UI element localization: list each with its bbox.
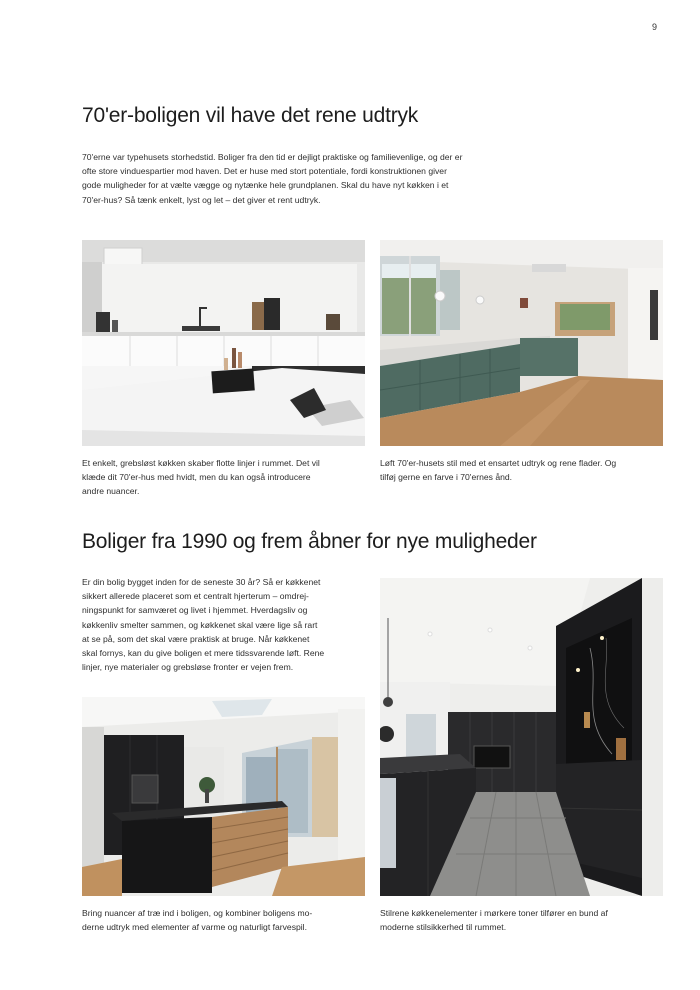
text-line: ofte store vinduespartier mod haven. Det er huse med stort potentiale, fordi konstruktionen giver [82,166,447,177]
caption-line: Bring nuancer af træ ind i boligen, og kombiner boligens mo- [82,908,313,918]
text-line: 70'er-hus? Så tænk enkelt, lyst og let – det giver et rent udtryk. [82,194,321,205]
caption-line: moderne stilsikkerhed til rummet. [380,922,507,933]
photo-white-kitchen [82,240,365,446]
text-line: Er din bolig bygget inden for de seneste 30 år? Så er køkkenet [82,577,321,587]
text-line: sikkert allerede placeret som et centralt hjerterum – omdrej- [82,591,309,602]
section1-body [82,150,552,207]
caption-line: Stilrene køkkenelementer i mørkere toner tilfører en bund af [380,908,608,918]
text-line: køkkenliv smelter sammen, og køkkenet skal være lige så rart [82,619,318,630]
caption-line: andre nuancer. [82,486,140,497]
caption-black-kitchen [380,906,670,934]
section2-heading: Boliger fra 1990 og frem åbner for nye muligheder [82,530,537,553]
section2-body [82,575,372,674]
text-line: linjer, nye materialer og grebsløse fronter er vejen frem. [82,662,294,673]
text-line: ningspunkt for samværet og livet i hjemmet. Hverdagsliv og [82,605,308,616]
caption-line: Løft 70'er-husets stil med et ensartet udtryk og rene flader. Og [380,458,617,468]
caption-line: klæde dit 70'er-hus med hvidt, men du kan også introducere [82,472,311,483]
photo-black-kitchen [380,578,663,896]
section1-heading: 70'er-boligen vil have det rene udtryk [82,104,419,127]
caption-green-kitchen [380,456,670,484]
caption-white-kitchen [82,456,372,499]
text-line: at se på, som det skal være praktisk at bruge. Når køkkenet [82,633,310,644]
text-line: 70'erne var typehusets storhedstid. Boliger fra den tid er dejligt praktiske og familievenlige, og der er [82,152,463,162]
caption-wood-island-kitchen [82,906,372,934]
text-line: gode muligheder for at vælte vægge og nytænke hele grundplanen. Skal du have nyt køkken i et [82,180,449,191]
text-line: skal fornys, kan du give boligen et mere tidssvarende løft. Rene [82,648,325,659]
photo-wood-island-kitchen [82,697,365,896]
page-number: 9 [652,22,658,32]
caption-line: Et enkelt, grebsløst køkken skaber flotte linjer i rummet. Det vil [82,458,320,468]
caption-line: derne udtryk med elementer af varme og naturligt farvespil. [82,922,307,933]
caption-line: tilføj gerne en farve i 70'ernes ånd. [380,472,513,483]
photo-green-kitchen [380,240,663,446]
